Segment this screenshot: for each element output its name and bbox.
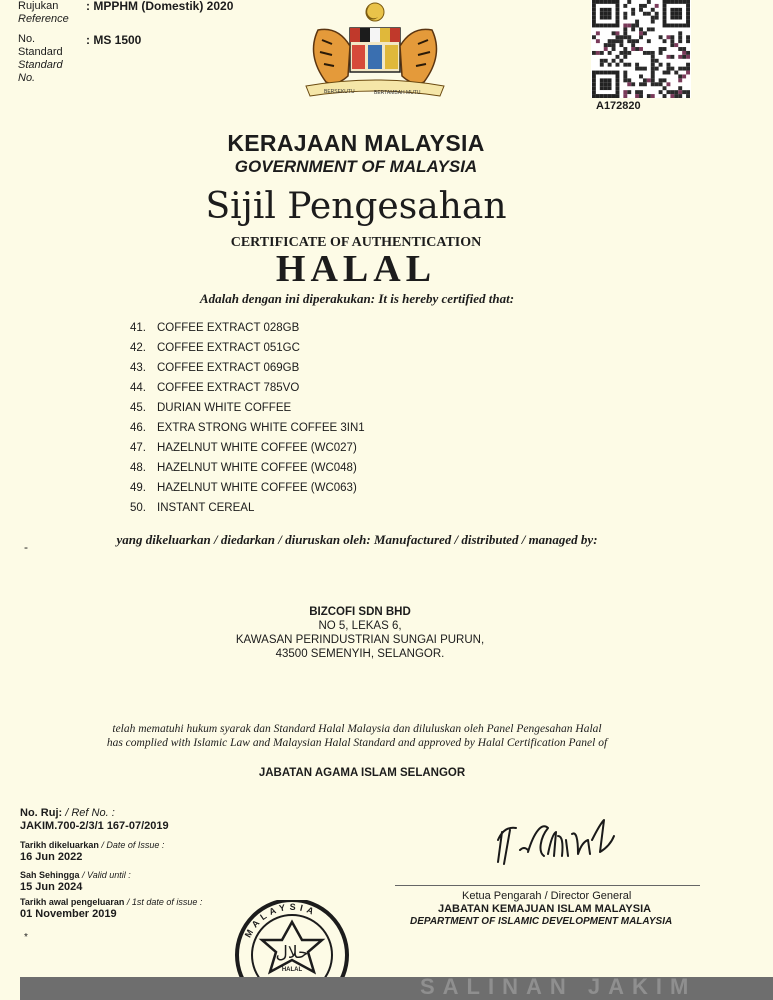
product-item [130, 418, 365, 438]
manufactured-by: yang dikeluarkan / diedarkan / diuruskan oleh: Manufactured / distributed / managed by: [116, 532, 598, 547]
cert-title-ms: Sijil Pengesahan [205, 186, 507, 227]
reference-label-en: Reference [18, 13, 69, 25]
first-issue-label-ms: Tarikh awal pengeluaran [20, 897, 125, 907]
standard-label-1: No. [18, 33, 36, 45]
coat-of-arms-emblem [300, 0, 450, 112]
valid-label-en: / Valid until : [82, 870, 131, 880]
ref-value: JAKIM.700-2/3/1 167-07/2019 [20, 820, 169, 832]
product-number: 46. [130, 422, 146, 434]
company-address-2: KAWASAN PERINDUSTRIAN SUNGAI PURUN, [235, 634, 485, 646]
standard-label-en-1: Standard [18, 59, 63, 71]
product-item [130, 398, 365, 418]
product-name: COFFEE EXTRACT 785VO [157, 382, 300, 394]
product-name: COFFEE EXTRACT 069GB [157, 362, 300, 374]
product-name: HAZELNUT WHITE COFFEE (WC027) [157, 442, 357, 454]
signatory-title: Ketua Pengarah / Director General [462, 890, 632, 902]
emblem-motto-right: BERTAMBAH MUTU [374, 90, 421, 96]
standard-value: : MS 1500 [86, 33, 142, 47]
product-item [130, 498, 365, 518]
standard-label-en-2: No. [18, 72, 36, 84]
qr-code [591, 0, 691, 98]
product-item [130, 438, 365, 458]
product-list [130, 318, 365, 518]
certified-that: Adalah dengan ini diperakukan: It is hereby certified that: [199, 291, 515, 306]
ref-label-ms: No. Ruj: [20, 807, 63, 819]
signatory-dept-en: DEPARTMENT OF ISLAMIC DEVELOPMENT MALAYSIA [410, 916, 673, 927]
product-number: 48. [130, 462, 146, 474]
emblem-motto-left: BERSEKUTU [324, 89, 355, 95]
product-item [130, 338, 365, 358]
product-name: DURIAN WHITE COFFEE [157, 402, 292, 414]
ref-label [20, 807, 115, 819]
issuing-authority: JABATAN AGAMA ISLAM SELANGOR [258, 767, 466, 779]
product-number: 41. [130, 322, 146, 334]
product-item [130, 318, 365, 338]
compliance-ms: telah mematuhi hukum syarak dan Standard Halal Malaysia dan diluluskan oleh Panel Pengesahan Halal [112, 723, 602, 735]
qr-code-pattern [591, 0, 691, 98]
first-issue-date: 01 November 2019 [20, 908, 117, 920]
product-name: COFFEE EXTRACT 028GB [157, 322, 300, 334]
product-number: 45. [130, 402, 146, 414]
copy-watermark: SALINAN JAKIM [420, 974, 697, 999]
gov-title-en: GOVERNMENT OF MALAYSIA [234, 157, 478, 176]
issue-label-en: / Date of Issue : [101, 840, 165, 850]
margin-asterisk: * [24, 932, 28, 943]
standard-label-2: Standard [18, 46, 63, 58]
issue-label-ms: Tarikh dikeluarkan [20, 840, 99, 850]
halal-logo-word: HALAL [281, 967, 303, 973]
product-item [130, 358, 365, 378]
valid-until-date: 15 Jun 2024 [20, 881, 83, 893]
reference-label-ms: Rujukan [18, 0, 59, 12]
signatory-dept-ms: JABATAN KEMAJUAN ISLAM MALAYSIA [438, 903, 652, 915]
product-item [130, 458, 365, 478]
issue-date: 16 Jun 2022 [20, 851, 83, 863]
product-item [130, 478, 365, 498]
margin-dash: - [24, 540, 28, 554]
product-number: 49. [130, 482, 146, 494]
product-name: EXTRA STRONG WHITE COFFEE 3IN1 [157, 422, 365, 434]
product-number: 43. [130, 362, 146, 374]
qr-serial: A172820 [596, 100, 641, 112]
signature-line [395, 885, 700, 886]
company-address-1: NO 5, LEKAS 6, [318, 620, 402, 632]
valid-label [20, 870, 131, 880]
first-issue-label-en: / 1st date of issue : [126, 897, 203, 907]
halal-title: HALAL [275, 248, 437, 290]
cert-title-en: CERTIFICATE OF AUTHENTICATION [230, 235, 482, 250]
issue-label [20, 840, 164, 850]
product-number: 50. [130, 502, 146, 514]
product-number: 42. [130, 342, 146, 354]
compliance-en: has complied with Islamic Law and Malaysian Halal Standard and approved by Halal Certification Panel of [106, 737, 608, 749]
halal-logo-ring-text: MALAYSIA [242, 901, 319, 940]
director-signature [480, 810, 630, 875]
halal-logo-arabic: حلال [275, 943, 309, 963]
product-number: 44. [130, 382, 146, 394]
product-name: HAZELNUT WHITE COFFEE (WC048) [157, 462, 357, 474]
product-name: INSTANT CEREAL [157, 502, 255, 514]
company-address-3: 43500 SEMENYIH, SELANGOR. [275, 648, 445, 660]
gov-title-ms: KERAJAAN MALAYSIA [227, 130, 485, 156]
product-name: COFFEE EXTRACT 051GC [157, 342, 300, 354]
company-name: BIZCOFI SDN BHD [309, 606, 411, 618]
product-name: HAZELNUT WHITE COFFEE (WC063) [157, 482, 357, 494]
reference-value: : MPPHM (Domestik) 2020 [86, 0, 234, 13]
product-number: 47. [130, 442, 146, 454]
product-item [130, 378, 365, 398]
first-issue-label [20, 897, 202, 907]
ref-label-en: / Ref No. : [65, 807, 115, 819]
valid-label-ms: Sah Sehingga [20, 870, 80, 880]
